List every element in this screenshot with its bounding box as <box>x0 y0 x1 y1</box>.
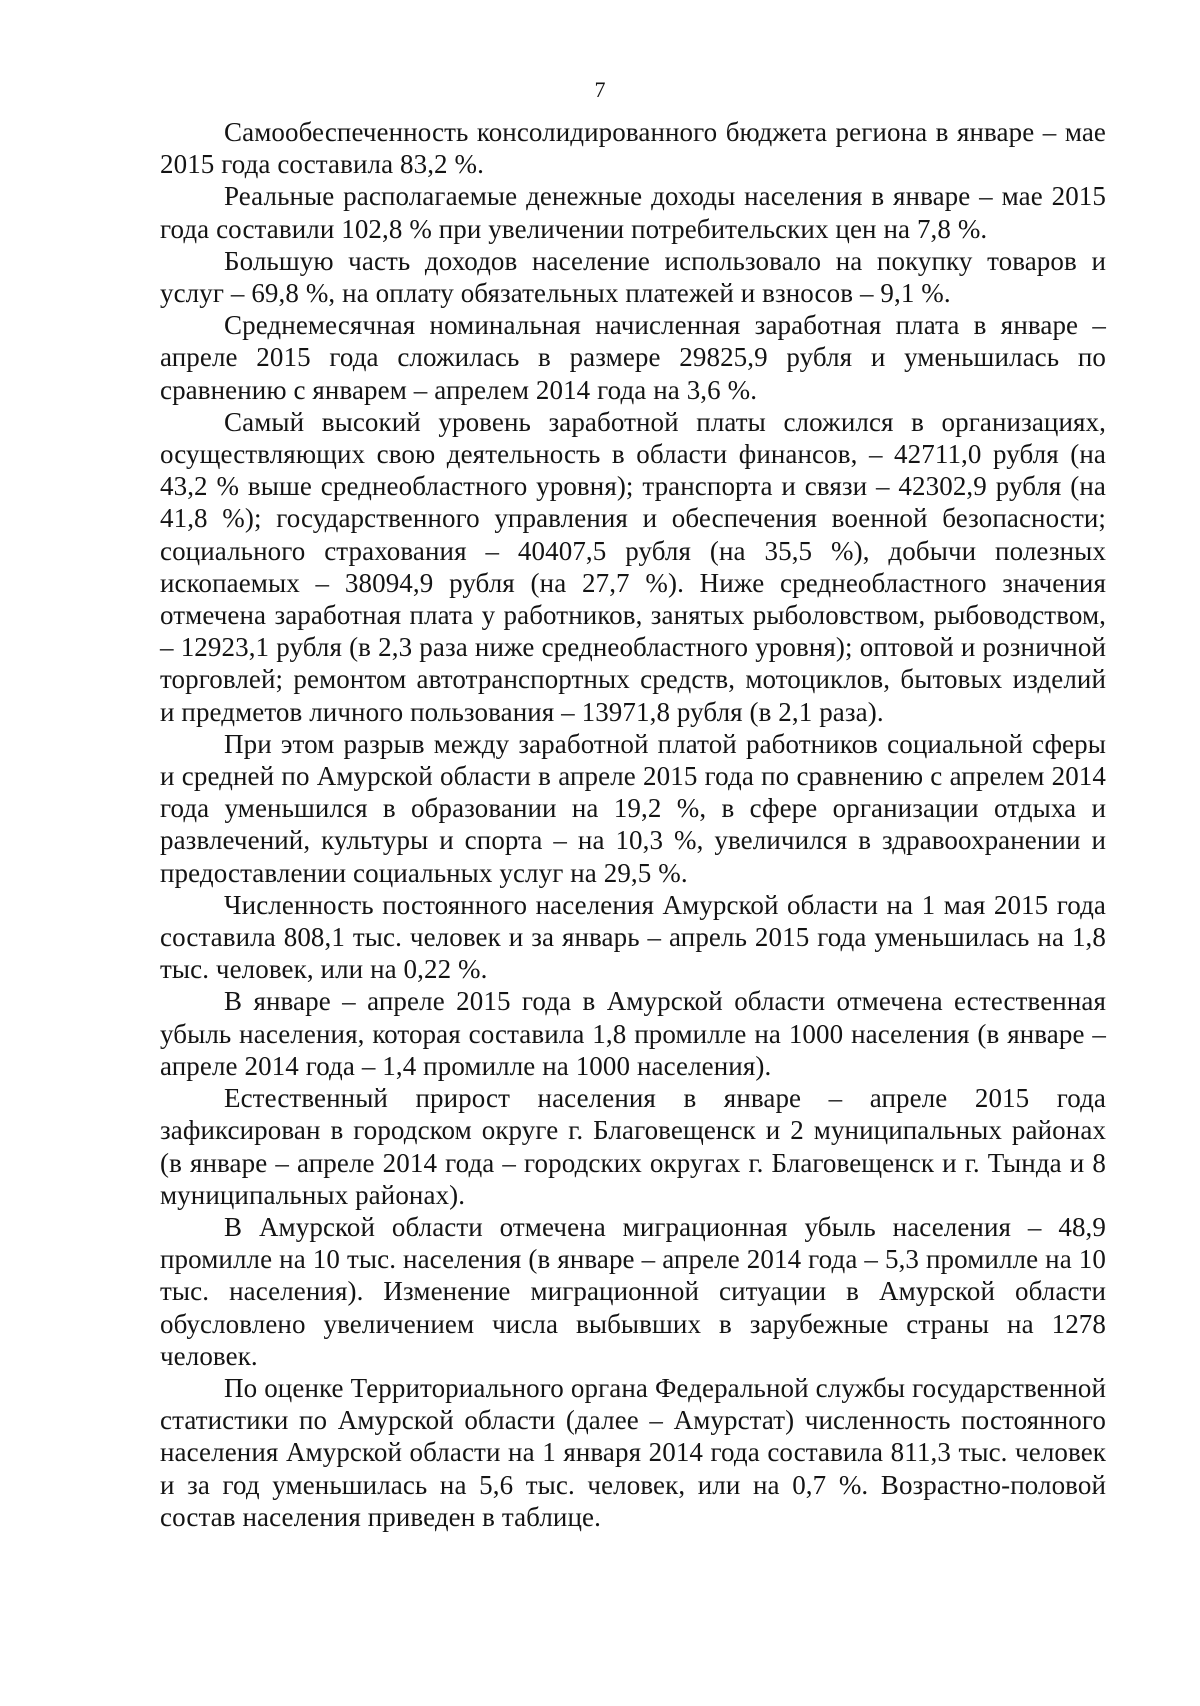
paragraph-social-sector-gap: При этом разрыв между заработной платой работников социальной сферы и средней по Амурской области в апреле 2015 года по сравнению с апрелем 2014 года уменьшился в образовании на 19,2 %, в сфере организации отдыха и развлечений, культуры и спорта – на 10,3 %, увеличился в здравоохранении и предоставлении социальных услуг на 29,5 %. <box>160 728 1106 888</box>
paragraph-budget-self-sufficiency: Самообеспеченность консолидированного бюджета региона в январе – мае 2015 года составила 83,2 %. <box>160 117 1106 180</box>
paragraph-migration-loss: В Амурской области отмечена миграционная убыль населения – 48,9 промилле на 10 тыс. населения (в январе – апреле 2014 года – 5,3 промилле на 10 тыс. населения). Изменение миграционной ситуации в Амурской области обусловлено увеличением числа выбывших в зарубежные страны на 1278 человек. <box>160 1211 1106 1371</box>
paragraph-salary-by-industry: Самый высокий уровень заработной платы сложился в организациях, осуществляющих свою деятельность в области финансов, – 42711,0 рубля (на 43,2 % выше среднеобластного уровня); транспорта и связи – 42302,9 рубля (на 41,8 %); государственного управления и обеспечения военной безопасности; социального страхования – 40407,5 рубля (на 35,5 %), добычи полезных ископаемых – 38094,9 рубля (на 27,7 %). Ниже среднеобластного значения отмечена заработная плата у работников, занятых рыболовством, рыбоводством, – 12923,1 рубля (в 2,3 раза ниже среднеобластного уровня); оптовой и розничной торговлей; ремонтом автотранспортных средств, мотоциклов, бытовых изделий и предметов личного пользования – 13971,8 рубля (в 2,1 раза). <box>160 406 1106 727</box>
paragraph-population-size: Численность постоянного населения Амурской области на 1 мая 2015 года составила 808,1 тыс. человек и за январь – апрель 2015 года уменьшилась на 1,8 тыс. человек, или на 0,22 %. <box>160 889 1106 985</box>
paragraph-income-usage: Большую часть доходов население использовало на покупку товаров и услуг – 69,8 %, на оплату обязательных платежей и взносов – 9,1 %. <box>160 245 1106 309</box>
paragraph-amurstat-estimate: По оценке Территориального органа Федеральной службы государственной статистики по Амурской области (далее – Амурстат) численность постоянного населения Амурской области на 1 января 2014 года составила 811,3 тыс. человек и за год уменьшилась на 5,6 тыс. человек, или на 0,7 %. Возрастно-половой состав населения приведен в таблице. <box>160 1372 1106 1532</box>
paragraph-real-income: Реальные располагаемые денежные доходы населения в январе – мае 2015 года составили 102,8 % при увеличении потребительских цен на 7,8 %. <box>160 181 1106 244</box>
paragraph-natural-decrease: В январе – апреле 2015 года в Амурской области отмечена естественная убыль населения, которая составила 1,8 промилле на 1000 населения (в январе – апреле 2014 года – 1,4 промилле на 1000 населения). <box>160 986 1106 1081</box>
paragraph-average-salary: Среднемесячная номинальная начисленная заработная плата в январе – апреле 2015 года сложилась в размере 29825,9 рубля и уменьшилась по сравнению с январем – апрелем 2014 года на 3,6 %. <box>160 310 1106 405</box>
page-number: 7 <box>594 77 606 102</box>
body-text <box>160 116 1106 1533</box>
paragraph-natural-increase: Естественный прирост населения в январе – апреле 2015 года зафиксирован в городском округе г. Благовещенск и 2 муниципальных районах (в январе – апреле 2014 года – городских округах г. Благовещенск и г. Тында и 8 муниципальных районах). <box>160 1083 1106 1210</box>
